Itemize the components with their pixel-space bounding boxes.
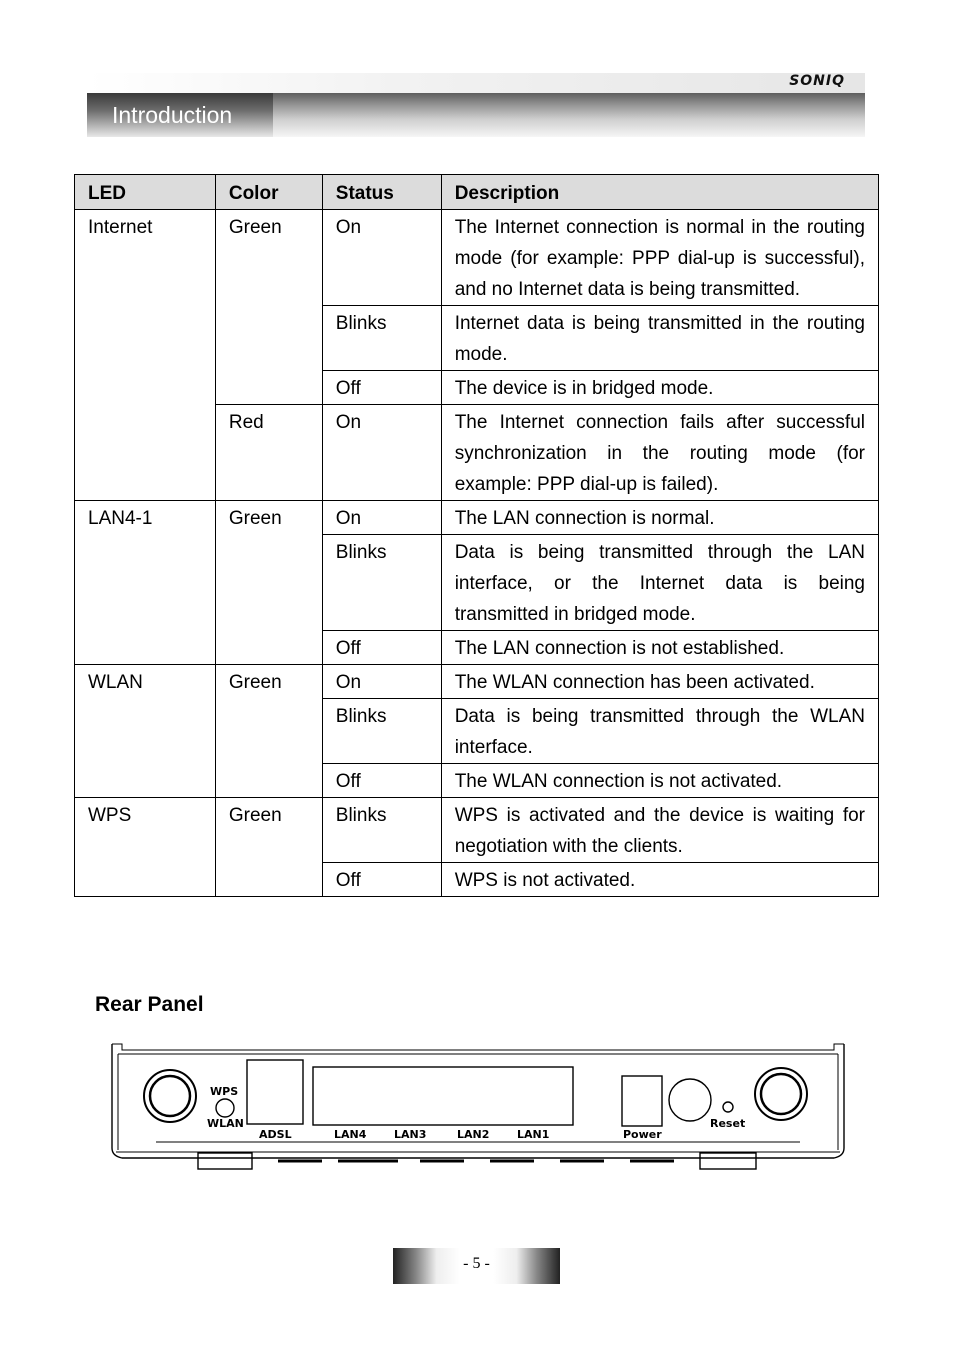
led-description: The Internet connection is normal in the routing mode (for example: PPP dial-up is successful), and no Internet data is being transmitted. <box>441 210 878 306</box>
led-status: Off <box>322 631 441 665</box>
led-status: On <box>322 210 441 306</box>
table-row <box>75 210 879 306</box>
page-header <box>87 73 865 137</box>
led-name: LAN4-1 <box>75 501 216 665</box>
led-status: On <box>322 665 441 699</box>
brand-logo: SONIQ <box>789 73 845 89</box>
rear-panel-title: Rear Panel <box>95 993 204 1016</box>
led-color: Green <box>215 501 322 665</box>
right-foot <box>700 1153 756 1169</box>
header-status: Status <box>322 175 441 210</box>
antenna-connector-right <box>755 1068 807 1120</box>
adsl-port <box>247 1060 303 1124</box>
top-edge <box>112 1044 844 1050</box>
section-title: Introduction <box>112 102 233 128</box>
antenna-connector-right-inner <box>761 1074 801 1114</box>
table-header-row <box>75 175 879 210</box>
power-jack <box>669 1079 711 1121</box>
led-description: The device is in bridged mode. <box>441 371 878 405</box>
left-foot <box>198 1153 252 1169</box>
led-description: Data is being transmitted through the WLAN interface. <box>441 699 878 764</box>
led-status: Off <box>322 371 441 405</box>
wps-label: WPS <box>210 1085 239 1098</box>
led-description: The LAN connection is not established. <box>441 631 878 665</box>
led-description: The LAN connection is normal. <box>441 501 878 535</box>
wlan-label: WLAN <box>207 1117 244 1130</box>
led-description: WPS is not activated. <box>441 863 878 897</box>
header-led: LED <box>75 175 216 210</box>
led-description: The Internet connection fails after successful synchronization in the routing mode (for example: PPP dial-up is failed). <box>441 405 878 501</box>
antenna-connector-left <box>144 1070 196 1122</box>
led-status: Blinks <box>322 535 441 631</box>
table-row <box>75 501 879 535</box>
page-number: - 5 - <box>463 1255 490 1272</box>
led-color: Red <box>215 405 322 501</box>
lan1-label: LAN1 <box>517 1128 550 1141</box>
led-description: Internet data is being transmitted in the routing mode. <box>441 306 878 371</box>
lan3-label: LAN3 <box>394 1128 427 1141</box>
reset-label: Reset <box>710 1117 746 1130</box>
adsl-label: ADSL <box>259 1128 292 1141</box>
table-row <box>75 665 879 699</box>
page-footer <box>393 1248 560 1284</box>
header-color: Color <box>215 175 322 210</box>
led-color: Green <box>215 665 322 798</box>
led-status-table <box>74 174 879 897</box>
led-status: Off <box>322 764 441 798</box>
led-name: Internet <box>75 210 216 501</box>
reset-hole <box>723 1102 733 1112</box>
table-row <box>75 798 879 863</box>
led-description: The WLAN connection is not activated. <box>441 764 878 798</box>
led-color: Green <box>215 798 322 897</box>
led-status: Blinks <box>322 306 441 371</box>
lan4-label: LAN4 <box>334 1128 367 1141</box>
led-description: The WLAN connection has been activated. <box>441 665 878 699</box>
lan-ports <box>313 1067 573 1125</box>
led-description: WPS is activated and the device is waiting for negotiation with the clients. <box>441 798 878 863</box>
power-label: Power <box>623 1128 662 1141</box>
rear-panel-diagram <box>108 1040 848 1175</box>
led-status: On <box>322 501 441 535</box>
led-status: Blinks <box>322 798 441 863</box>
led-status: Blinks <box>322 699 441 764</box>
led-color: Green <box>215 210 322 405</box>
wps-button <box>216 1099 234 1117</box>
lan2-label: LAN2 <box>457 1128 490 1141</box>
antenna-connector-left-inner <box>150 1076 190 1116</box>
led-description: Data is being transmitted through the LAN interface, or the Internet data is being transmitted in bridged mode. <box>441 535 878 631</box>
led-name: WPS <box>75 798 216 897</box>
header-description: Description <box>441 175 878 210</box>
header-top-strip <box>87 73 865 93</box>
led-status: Off <box>322 863 441 897</box>
led-status: On <box>322 405 441 501</box>
led-name: WLAN <box>75 665 216 798</box>
power-switch <box>622 1076 662 1126</box>
